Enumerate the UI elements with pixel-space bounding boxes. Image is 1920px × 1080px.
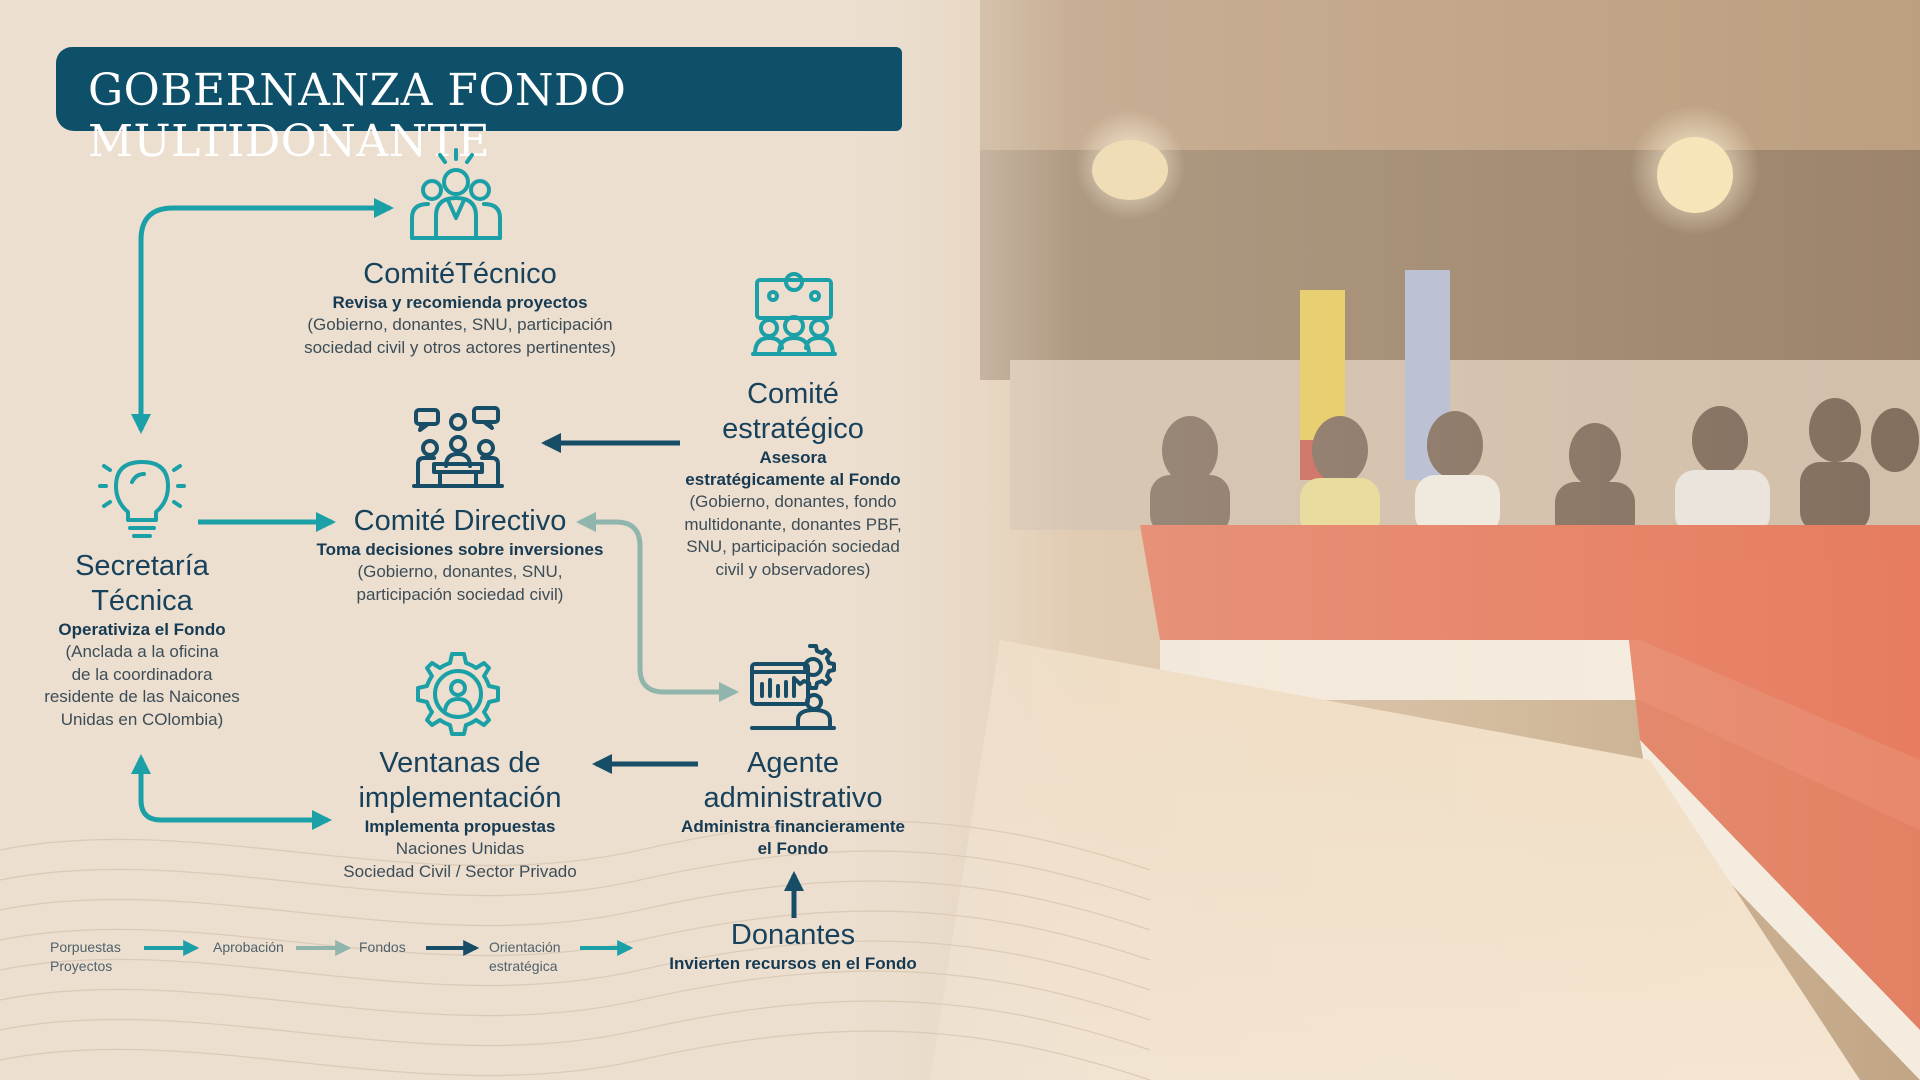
comite-estrategico-subtitle-1: Asesora: [759, 448, 827, 467]
legend-fondos: Fondos: [359, 939, 406, 955]
comite-estrategico-desc-3: SNU, participación sociedad: [686, 537, 900, 556]
comite-estrategico-subtitle-2: estratégicamente al Fondo: [685, 470, 901, 489]
legend-propuestas-line-2: Proyectos: [50, 958, 113, 974]
ventanas-desc-2: Sociedad Civil / Sector Privado: [343, 861, 577, 881]
node-comite-directivo: [290, 504, 630, 606]
node-ventanas: [300, 746, 620, 883]
gear-person-icon: [414, 650, 502, 738]
team-icon: [404, 146, 508, 246]
secretaria-tecnica-desc-2: de la coordinadora: [71, 664, 213, 684]
comite-estrategico-desc-2: multidonante, donantes PBF,: [684, 514, 902, 534]
page-title: GOBERNANZA FONDO MULTIDONANTE: [88, 65, 627, 167]
strategy-group-icon: [749, 268, 839, 358]
meeting-icon: [412, 404, 504, 490]
legend-propuestas: [50, 938, 121, 976]
secretaria-tecnica-title-2: Técnica: [91, 585, 193, 617]
node-comite-estrategico: [663, 377, 923, 581]
donantes-subtitle: Invierten recursos en el Fondo: [669, 954, 917, 973]
admin-dashboard-icon: [748, 640, 838, 732]
secretaria-tecnica-desc-4: Unidas en COlombia): [60, 709, 224, 729]
secretaria-tecnica-subtitle: Operativiza el Fondo: [58, 620, 226, 639]
comite-estrategico-desc-4: civil y observadores): [715, 559, 871, 579]
node-secretaria-tecnica: [22, 549, 262, 731]
legend-orientacion-line-2: estratégica: [489, 958, 558, 974]
legend-orientacion: [489, 938, 561, 976]
ventanas-title-2: implementación: [358, 782, 562, 814]
donantes-title: Donantes: [730, 919, 856, 951]
comite-estrategico-title-2: estratégico: [722, 413, 864, 445]
comite-tecnico-subtitle: Revisa y recomienda proyectos: [332, 293, 588, 312]
ventanas-title-1: Ventanas de: [379, 747, 541, 779]
agente-title-2: administrativo: [703, 782, 883, 814]
legend-propuestas-line-1: Porpuestas: [50, 939, 121, 955]
comite-directivo-desc-1: (Gobierno, donantes, SNU,: [357, 562, 563, 581]
node-agente-administrativo: [663, 746, 923, 860]
ventanas-subtitle: Implementa propuestas: [364, 817, 556, 836]
comite-tecnico-desc-1: (Gobierno, donantes, SNU, participación: [307, 315, 613, 334]
ventanas-desc-1: Naciones Unidas: [395, 839, 525, 858]
comite-directivo-subtitle: Toma decisiones sobre inversiones: [316, 540, 604, 559]
lightbulb-icon: [96, 450, 188, 542]
secretaria-tecnica-desc-1: (Anclada a la oficina: [65, 642, 219, 661]
agente-title-1: Agente: [747, 747, 839, 779]
comite-directivo-desc-2: participación sociedad civil): [356, 584, 564, 604]
node-donantes: [633, 918, 953, 975]
legend-orientacion-line-1: Orientación: [489, 939, 561, 955]
secretaria-tecnica-title-1: Secretaría: [75, 550, 209, 582]
comite-directivo-title: Comité Directivo: [353, 505, 567, 537]
legend-aprobacion: Aprobación: [213, 939, 284, 955]
comite-tecnico-desc-2: sociedad civil y otros actores pertinentes): [304, 337, 616, 357]
comite-estrategico-desc-1: (Gobierno, donantes, fondo: [689, 492, 897, 511]
agente-subtitle-2: el Fondo: [757, 839, 829, 858]
comite-tecnico-title: ComitéTécnico: [363, 258, 557, 290]
secretaria-tecnica-desc-3: residente de las Naicones: [44, 687, 240, 706]
comite-estrategico-title-1: Comité: [747, 378, 839, 410]
agente-subtitle-1: Administra financieramente: [681, 817, 905, 836]
node-comite-tecnico: [250, 257, 670, 359]
